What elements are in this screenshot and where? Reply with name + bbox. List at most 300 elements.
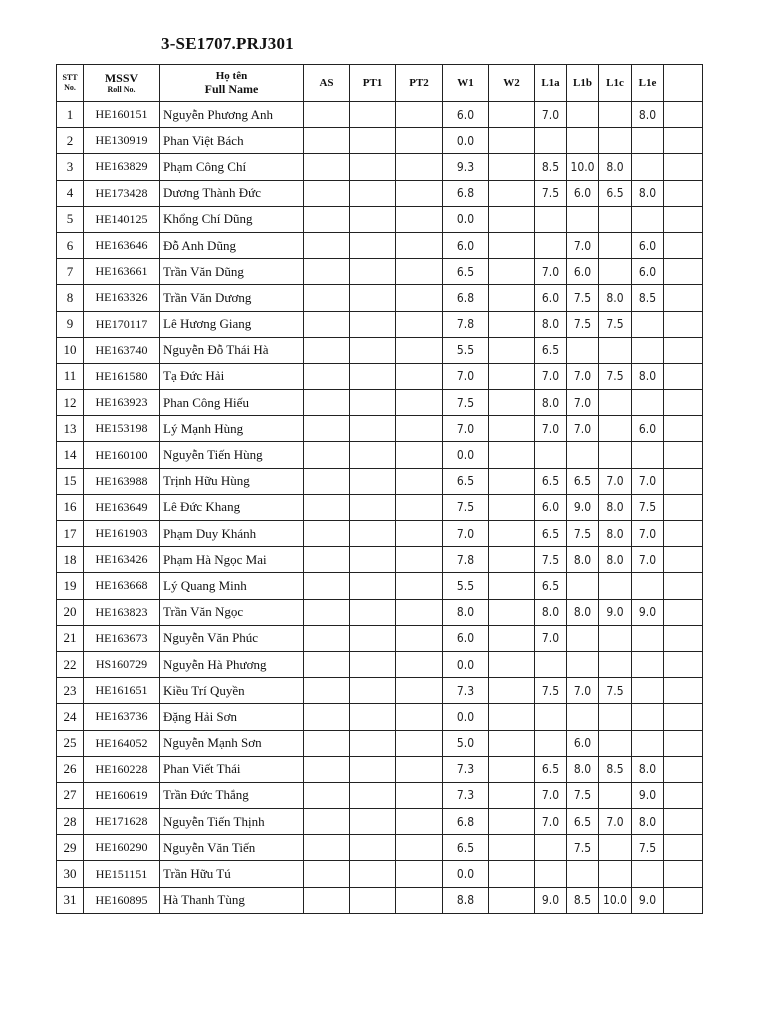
cell-l1b: 7.0 (567, 363, 599, 389)
cell-l1e (632, 337, 664, 363)
cell-pt2 (396, 442, 443, 468)
cell-pt1 (350, 206, 396, 232)
cell-as (304, 337, 350, 363)
cell-l1c: 10.0 (599, 887, 632, 913)
cell-full-name: Nguyễn Phương Anh (160, 102, 304, 128)
cell-full-name: Nguyễn Tiến Hùng (160, 442, 304, 468)
table-row (57, 311, 703, 337)
cell-as (304, 809, 350, 835)
cell-as (304, 390, 350, 416)
cell-stt: 12 (57, 390, 84, 416)
cell-l1a: 6.0 (535, 494, 567, 520)
cell-l1e: 6.0 (632, 416, 664, 442)
col-header-l1e: L1e (632, 65, 664, 102)
cell-w2 (489, 442, 535, 468)
table-row (57, 154, 703, 180)
cell-l1c: 8.0 (599, 285, 632, 311)
cell-as (304, 547, 350, 573)
cell-l1b: 7.5 (567, 311, 599, 337)
cell-w1: 7.3 (443, 782, 489, 808)
header-row (57, 65, 703, 102)
cell-full-name: Hà Thanh Tùng (160, 887, 304, 913)
cell-w1: 7.8 (443, 547, 489, 573)
cell-roll-no: HE140125 (84, 206, 160, 232)
cell-pt2 (396, 102, 443, 128)
cell-l1a: 6.5 (535, 573, 567, 599)
cell-roll-no: HE163988 (84, 468, 160, 494)
cell-l1e (632, 154, 664, 180)
cell-l1a (535, 128, 567, 154)
cell-l1c (599, 416, 632, 442)
cell-stt: 18 (57, 547, 84, 573)
cell-roll-no: HE163668 (84, 573, 160, 599)
cell-stt: 29 (57, 835, 84, 861)
cell-pt2 (396, 206, 443, 232)
cell-as (304, 625, 350, 651)
cell-l1e: 6.0 (632, 259, 664, 285)
table-row (57, 442, 703, 468)
cell-extra (664, 311, 703, 337)
cell-l1e (632, 573, 664, 599)
cell-w1: 6.0 (443, 625, 489, 651)
cell-stt: 21 (57, 625, 84, 651)
cell-pt2 (396, 468, 443, 494)
cell-w1: 6.0 (443, 102, 489, 128)
cell-l1e (632, 861, 664, 887)
cell-roll-no: HE151151 (84, 861, 160, 887)
cell-as (304, 730, 350, 756)
cell-pt1 (350, 887, 396, 913)
table-row (57, 180, 703, 206)
cell-l1e (632, 651, 664, 677)
cell-l1b (567, 337, 599, 363)
cell-roll-no: HE161903 (84, 521, 160, 547)
cell-full-name: Lê Đức Khang (160, 494, 304, 520)
cell-l1a (535, 651, 567, 677)
cell-l1e: 7.5 (632, 835, 664, 861)
cell-pt1 (350, 416, 396, 442)
cell-full-name: Phạm Duy Khánh (160, 521, 304, 547)
cell-as (304, 180, 350, 206)
cell-l1b (567, 128, 599, 154)
cell-as (304, 154, 350, 180)
cell-w1: 0.0 (443, 206, 489, 232)
cell-extra (664, 730, 703, 756)
cell-extra (664, 494, 703, 520)
cell-w1: 6.0 (443, 232, 489, 258)
cell-stt: 13 (57, 416, 84, 442)
cell-l1e: 6.0 (632, 232, 664, 258)
cell-w2 (489, 651, 535, 677)
cell-full-name: Nguyễn Văn Tiến (160, 835, 304, 861)
cell-l1c: 7.5 (599, 311, 632, 337)
cell-roll-no: HE163829 (84, 154, 160, 180)
grade-table-body (57, 102, 703, 914)
cell-l1c (599, 128, 632, 154)
cell-pt1 (350, 442, 396, 468)
cell-l1a (535, 206, 567, 232)
cell-l1a: 9.0 (535, 887, 567, 913)
cell-pt1 (350, 782, 396, 808)
cell-w2 (489, 337, 535, 363)
cell-w2 (489, 154, 535, 180)
cell-w2 (489, 180, 535, 206)
cell-w1: 7.5 (443, 390, 489, 416)
cell-stt: 3 (57, 154, 84, 180)
cell-l1b: 7.0 (567, 416, 599, 442)
cell-full-name: Trần Văn Dũng (160, 259, 304, 285)
cell-full-name: Phan Viết Thái (160, 756, 304, 782)
cell-l1b: 6.5 (567, 809, 599, 835)
table-row (57, 521, 703, 547)
cell-full-name: Trần Văn Dương (160, 285, 304, 311)
cell-roll-no: HE163736 (84, 704, 160, 730)
cell-extra (664, 232, 703, 258)
cell-l1a: 8.5 (535, 154, 567, 180)
cell-l1c: 8.0 (599, 521, 632, 547)
cell-pt1 (350, 521, 396, 547)
cell-l1b: 10.0 (567, 154, 599, 180)
table-row (57, 704, 703, 730)
cell-l1e: 8.0 (632, 809, 664, 835)
cell-full-name: Phạm Hà Ngọc Mai (160, 547, 304, 573)
cell-full-name: Kiều Trí Quyền (160, 678, 304, 704)
cell-roll-no: HE170117 (84, 311, 160, 337)
table-row (57, 730, 703, 756)
cell-pt2 (396, 180, 443, 206)
cell-l1c (599, 390, 632, 416)
cell-w1: 7.3 (443, 756, 489, 782)
cell-as (304, 102, 350, 128)
stt-header-top: STT (62, 73, 78, 82)
cell-w2 (489, 887, 535, 913)
cell-as (304, 887, 350, 913)
cell-l1e (632, 704, 664, 730)
cell-as (304, 573, 350, 599)
cell-pt2 (396, 390, 443, 416)
cell-w1: 7.0 (443, 363, 489, 389)
cell-pt1 (350, 390, 396, 416)
cell-stt: 5 (57, 206, 84, 232)
cell-extra (664, 468, 703, 494)
cell-as (304, 468, 350, 494)
cell-w2 (489, 363, 535, 389)
cell-roll-no: HE130919 (84, 128, 160, 154)
cell-w1: 6.8 (443, 180, 489, 206)
cell-pt2 (396, 521, 443, 547)
cell-l1e (632, 730, 664, 756)
cell-l1b: 6.0 (567, 730, 599, 756)
cell-l1e (632, 390, 664, 416)
cell-extra (664, 363, 703, 389)
cell-w2 (489, 285, 535, 311)
cell-roll-no: HE163426 (84, 547, 160, 573)
cell-stt: 16 (57, 494, 84, 520)
cell-l1a: 6.5 (535, 337, 567, 363)
cell-extra (664, 625, 703, 651)
cell-w2 (489, 547, 535, 573)
cell-l1a: 7.0 (535, 363, 567, 389)
col-header-w2: W2 (489, 65, 535, 102)
cell-l1c: 7.0 (599, 468, 632, 494)
cell-roll-no: HE164052 (84, 730, 160, 756)
cell-roll-no: HE173428 (84, 180, 160, 206)
cell-l1c (599, 259, 632, 285)
cell-l1a (535, 730, 567, 756)
name-header-top: Họ tên (215, 70, 248, 82)
cell-w1: 0.0 (443, 442, 489, 468)
col-header-l1c: L1c (599, 65, 632, 102)
cell-stt: 6 (57, 232, 84, 258)
cell-extra (664, 573, 703, 599)
cell-l1c: 7.5 (599, 678, 632, 704)
table-row (57, 887, 703, 913)
cell-roll-no: HE163823 (84, 599, 160, 625)
cell-l1b: 6.0 (567, 259, 599, 285)
table-row (57, 573, 703, 599)
cell-stt: 1 (57, 102, 84, 128)
cell-full-name: Tạ Đức Hải (160, 363, 304, 389)
cell-l1a: 8.0 (535, 599, 567, 625)
cell-full-name: Nguyễn Tiến Thịnh (160, 809, 304, 835)
cell-l1e: 7.5 (632, 494, 664, 520)
cell-full-name: Lý Mạnh Hùng (160, 416, 304, 442)
cell-l1e: 7.0 (632, 521, 664, 547)
cell-stt: 30 (57, 861, 84, 887)
stt-header-bottom: No. (64, 83, 76, 92)
cell-w1: 5.5 (443, 573, 489, 599)
cell-w2 (489, 494, 535, 520)
cell-pt2 (396, 285, 443, 311)
cell-w2 (489, 206, 535, 232)
cell-pt1 (350, 547, 396, 573)
cell-as (304, 704, 350, 730)
cell-pt1 (350, 809, 396, 835)
table-row (57, 625, 703, 651)
cell-as (304, 442, 350, 468)
cell-pt1 (350, 573, 396, 599)
cell-w2 (489, 730, 535, 756)
cell-full-name: Nguyễn Đỗ Thái Hà (160, 337, 304, 363)
cell-as (304, 835, 350, 861)
cell-pt1 (350, 678, 396, 704)
name-header-bottom: Full Name (204, 82, 259, 96)
cell-l1b: 7.5 (567, 782, 599, 808)
cell-extra (664, 337, 703, 363)
cell-l1b (567, 573, 599, 599)
cell-pt2 (396, 154, 443, 180)
cell-full-name: Trần Đức Thắng (160, 782, 304, 808)
table-row (57, 206, 703, 232)
cell-l1a (535, 861, 567, 887)
cell-extra (664, 704, 703, 730)
col-header-extra (664, 65, 703, 102)
cell-as (304, 363, 350, 389)
cell-l1a (535, 232, 567, 258)
cell-l1c (599, 782, 632, 808)
cell-l1c: 8.5 (599, 756, 632, 782)
cell-l1e (632, 206, 664, 232)
cell-l1a (535, 442, 567, 468)
col-header-l1a: L1a (535, 65, 567, 102)
cell-as (304, 756, 350, 782)
col-header-pt1: PT1 (350, 65, 396, 102)
cell-w2 (489, 835, 535, 861)
cell-as (304, 678, 350, 704)
cell-pt2 (396, 259, 443, 285)
cell-roll-no: HE160895 (84, 887, 160, 913)
cell-l1a: 8.0 (535, 311, 567, 337)
table-row (57, 232, 703, 258)
cell-extra (664, 154, 703, 180)
cell-pt2 (396, 756, 443, 782)
cell-w2 (489, 704, 535, 730)
cell-roll-no: HE163661 (84, 259, 160, 285)
cell-stt: 26 (57, 756, 84, 782)
cell-as (304, 311, 350, 337)
cell-roll-no: HE171628 (84, 809, 160, 835)
cell-l1b: 6.5 (567, 468, 599, 494)
cell-stt: 28 (57, 809, 84, 835)
table-row (57, 651, 703, 677)
cell-pt1 (350, 494, 396, 520)
cell-w2 (489, 102, 535, 128)
cell-extra (664, 390, 703, 416)
cell-as (304, 861, 350, 887)
cell-l1a (535, 835, 567, 861)
cell-l1a: 6.5 (535, 468, 567, 494)
cell-pt1 (350, 730, 396, 756)
cell-w2 (489, 128, 535, 154)
cell-w2 (489, 521, 535, 547)
cell-pt2 (396, 678, 443, 704)
cell-pt1 (350, 468, 396, 494)
cell-w2 (489, 468, 535, 494)
cell-w2 (489, 259, 535, 285)
table-row (57, 390, 703, 416)
cell-extra (664, 782, 703, 808)
cell-stt: 31 (57, 887, 84, 913)
cell-l1c (599, 206, 632, 232)
cell-l1b (567, 442, 599, 468)
cell-full-name: Lê Hương Giang (160, 311, 304, 337)
cell-l1c (599, 573, 632, 599)
cell-l1c (599, 704, 632, 730)
cell-pt1 (350, 154, 396, 180)
cell-l1c: 7.5 (599, 363, 632, 389)
cell-w1: 6.5 (443, 259, 489, 285)
cell-pt2 (396, 809, 443, 835)
cell-l1e (632, 128, 664, 154)
cell-l1a: 6.0 (535, 285, 567, 311)
cell-l1b (567, 102, 599, 128)
cell-w2 (489, 625, 535, 651)
cell-l1e: 9.0 (632, 599, 664, 625)
cell-l1c (599, 730, 632, 756)
cell-extra (664, 547, 703, 573)
table-row (57, 468, 703, 494)
cell-w1: 8.0 (443, 599, 489, 625)
cell-roll-no: HE161651 (84, 678, 160, 704)
table-row (57, 337, 703, 363)
cell-l1e (632, 625, 664, 651)
cell-l1c (599, 835, 632, 861)
cell-stt: 8 (57, 285, 84, 311)
cell-l1c: 9.0 (599, 599, 632, 625)
cell-roll-no: HS160729 (84, 651, 160, 677)
table-row (57, 547, 703, 573)
cell-extra (664, 180, 703, 206)
cell-l1a: 8.0 (535, 390, 567, 416)
cell-roll-no: HE163923 (84, 390, 160, 416)
cell-pt1 (350, 704, 396, 730)
cell-stt: 17 (57, 521, 84, 547)
cell-extra (664, 678, 703, 704)
cell-w2 (489, 599, 535, 625)
cell-stt: 15 (57, 468, 84, 494)
sheet-title: 3-SE1707.PRJ301 (161, 34, 294, 53)
cell-pt2 (396, 547, 443, 573)
cell-pt2 (396, 337, 443, 363)
table-row (57, 259, 703, 285)
cell-l1e: 9.0 (632, 782, 664, 808)
cell-pt2 (396, 782, 443, 808)
cell-l1c (599, 232, 632, 258)
col-header-stt (57, 65, 84, 102)
cell-pt1 (350, 756, 396, 782)
cell-w1: 0.0 (443, 651, 489, 677)
cell-l1c (599, 337, 632, 363)
cell-pt1 (350, 102, 396, 128)
cell-pt1 (350, 363, 396, 389)
cell-l1a: 7.5 (535, 180, 567, 206)
cell-w2 (489, 756, 535, 782)
cell-as (304, 782, 350, 808)
col-header-w1: W1 (443, 65, 489, 102)
cell-pt2 (396, 704, 443, 730)
cell-pt2 (396, 416, 443, 442)
cell-pt2 (396, 311, 443, 337)
cell-l1a (535, 704, 567, 730)
cell-l1e: 9.0 (632, 887, 664, 913)
table-row (57, 678, 703, 704)
cell-l1c: 8.0 (599, 154, 632, 180)
cell-extra (664, 102, 703, 128)
table-row (57, 599, 703, 625)
cell-w1: 7.8 (443, 311, 489, 337)
cell-w1: 9.3 (443, 154, 489, 180)
cell-w1: 6.8 (443, 809, 489, 835)
cell-l1b (567, 704, 599, 730)
cell-roll-no: HE163673 (84, 625, 160, 651)
cell-pt1 (350, 337, 396, 363)
cell-w2 (489, 809, 535, 835)
cell-l1c: 6.5 (599, 180, 632, 206)
table-row (57, 782, 703, 808)
cell-l1c: 8.0 (599, 547, 632, 573)
cell-l1b (567, 651, 599, 677)
col-header-pt2: PT2 (396, 65, 443, 102)
cell-l1b: 7.5 (567, 521, 599, 547)
cell-l1a: 7.0 (535, 625, 567, 651)
cell-pt1 (350, 599, 396, 625)
col-header-name (160, 65, 304, 102)
cell-w1: 7.0 (443, 416, 489, 442)
cell-extra (664, 206, 703, 232)
cell-pt2 (396, 730, 443, 756)
cell-l1b: 8.0 (567, 756, 599, 782)
cell-as (304, 494, 350, 520)
